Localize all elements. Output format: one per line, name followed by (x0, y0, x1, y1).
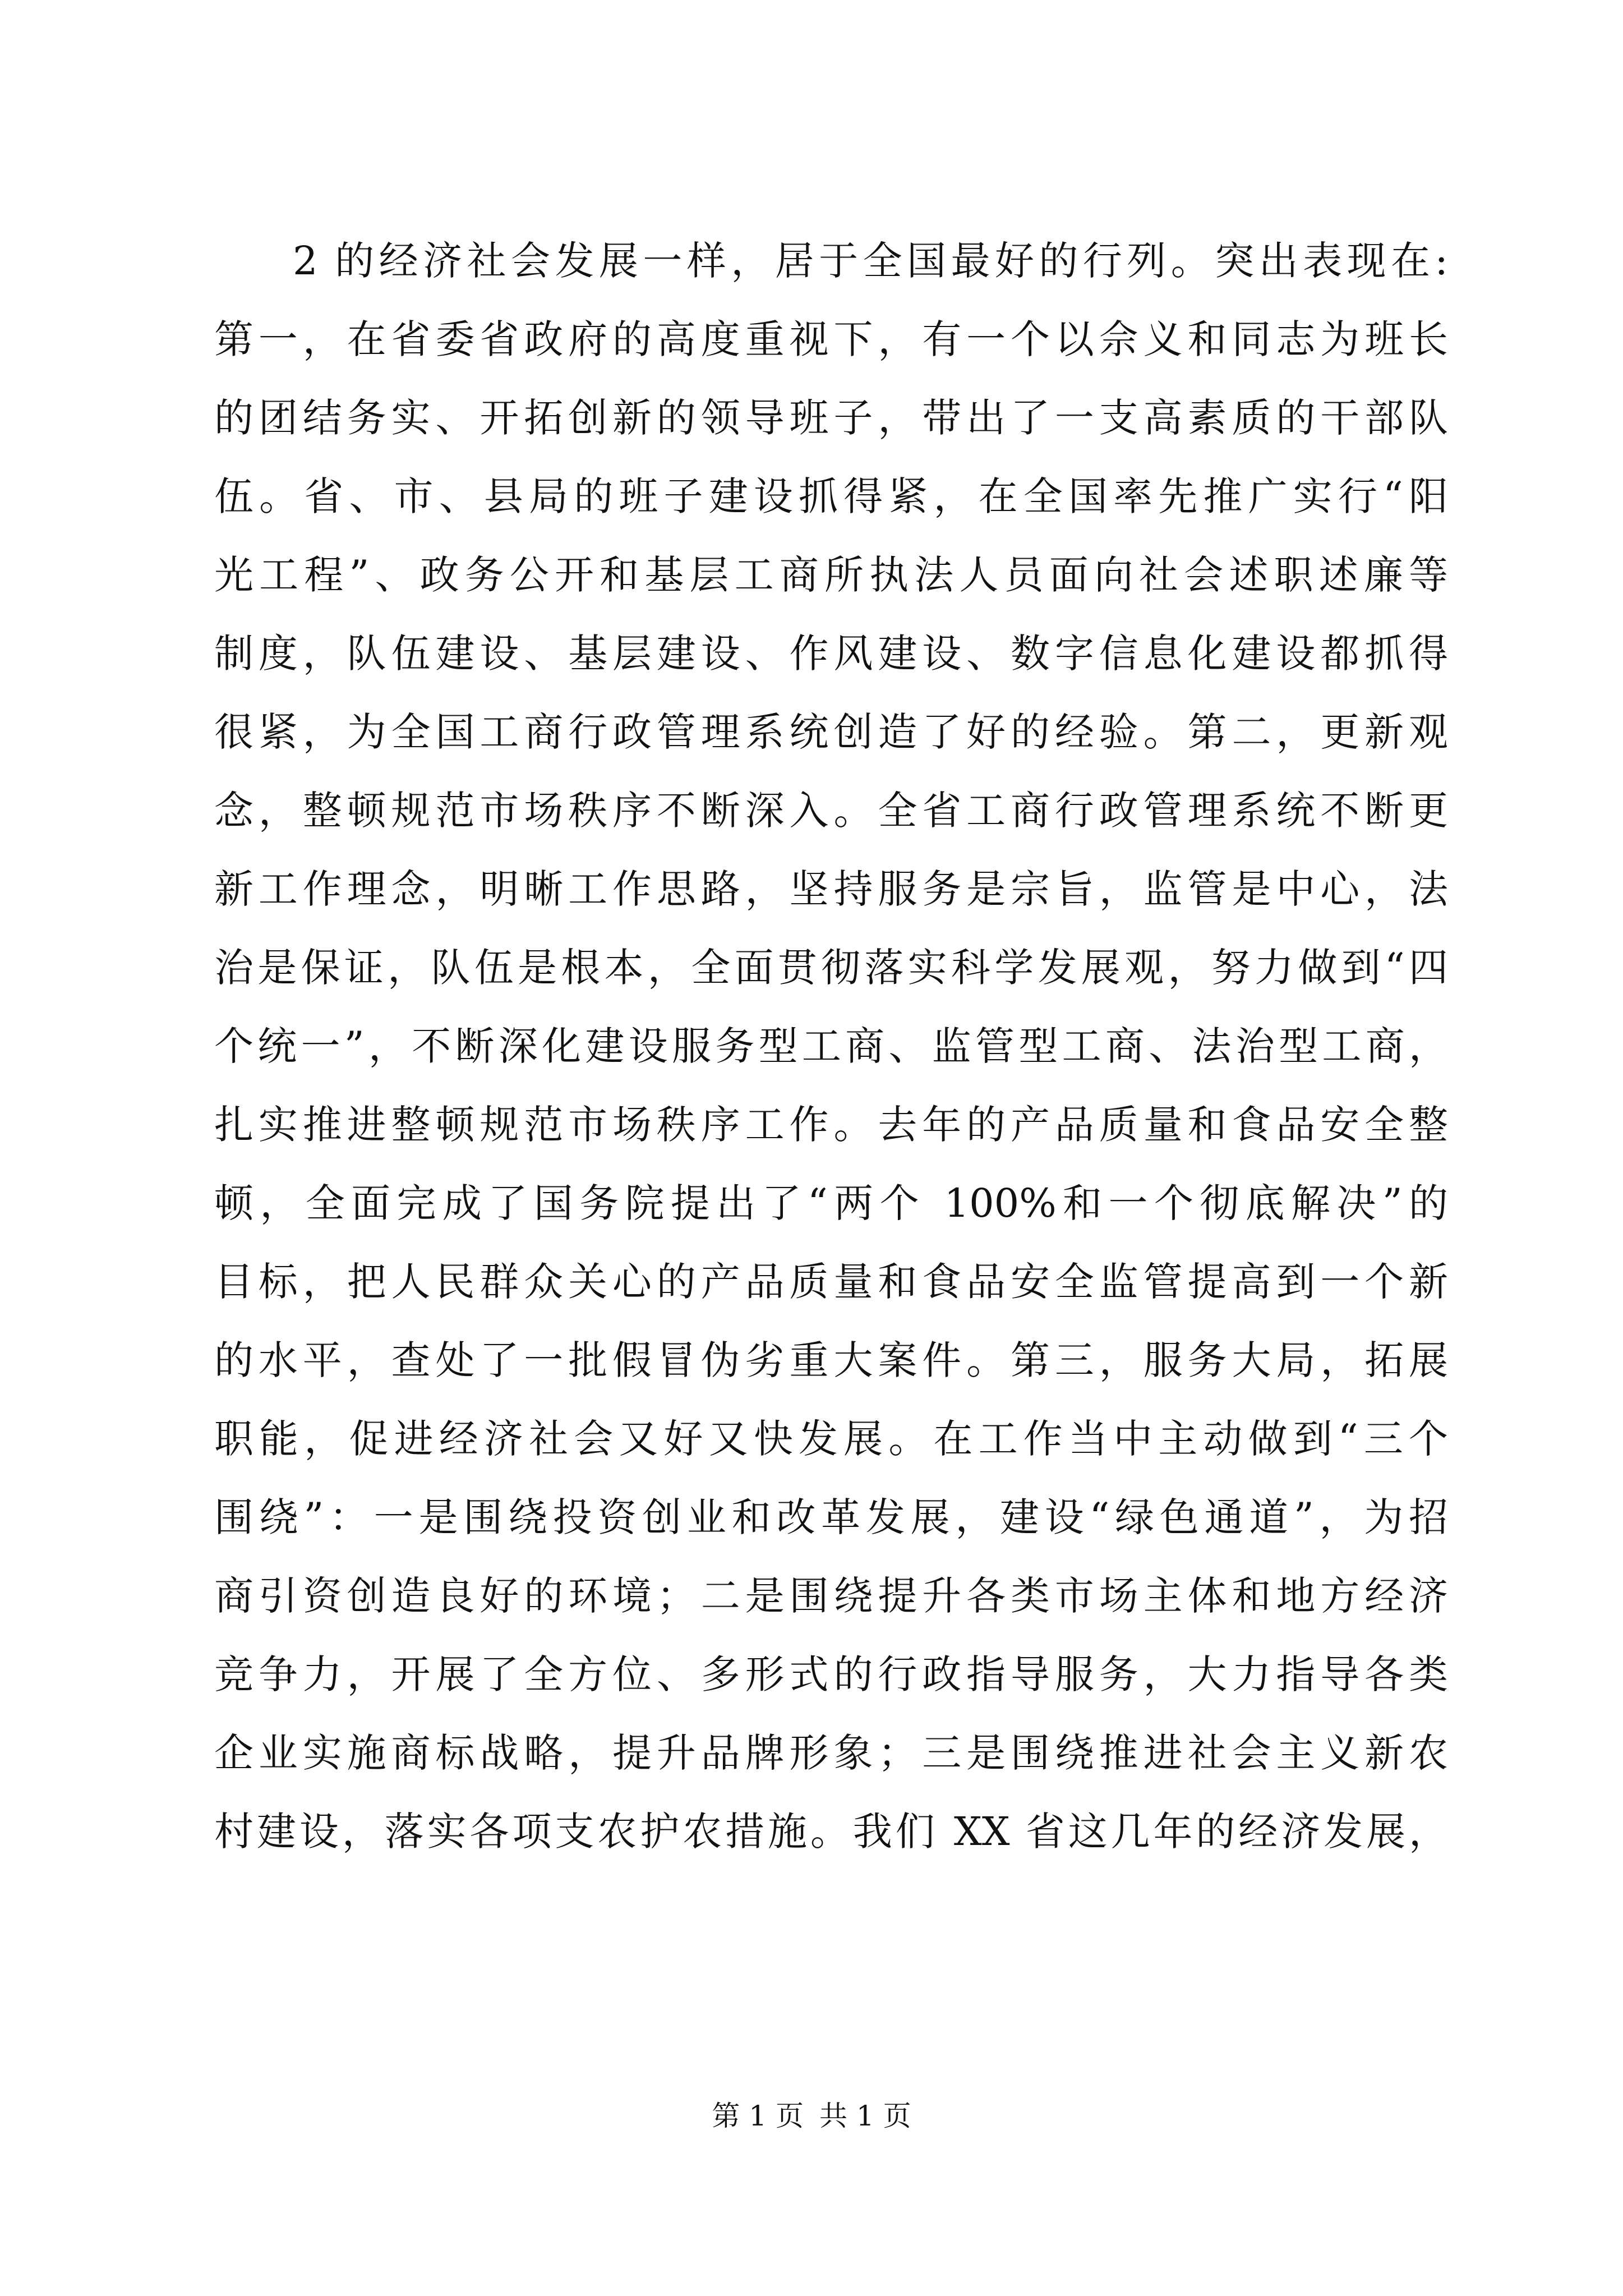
page-total: 共 1 页 (819, 2100, 911, 2132)
text-line: 商引资创造良好的环境；二是围绕提升各类市场主体和地方经济 (214, 1573, 1448, 1619)
text-line: 目标，把人民群众关心的产品质量和食品安全监管提高到一个新 (214, 1259, 1448, 1305)
text-line: 2 的经济社会发展一样，居于全国最好的行列。突出表现在: (293, 238, 1448, 284)
text-line: 职能，促进经济社会又好又快发展。在工作当中主动做到“三个 (214, 1416, 1448, 1462)
text-line: 治是保证，队伍是根本，全面贯彻落实科学发展观，努力做到“四 (214, 945, 1448, 991)
text-line: 企业实施商标战略，提升品牌形象；三是围绕推进社会主义新农 (214, 1730, 1448, 1776)
text-line: 的团结务实、开拓创新的领导班子，带出了一支高素质的干部队 (214, 395, 1448, 441)
text-line: 的水平，查处了一批假冒伪劣重大案件。第三，服务大局，拓展 (214, 1337, 1448, 1383)
text-line: 顿，全面完成了国务院提出了“两个 100%和一个彻底解决”的 (214, 1180, 1448, 1226)
text-line: 第一，在省委省政府的高度重视下，有一个以佘义和同志为班长 (214, 316, 1448, 362)
text-line: 很紧，为全国工商行政管理系统创造了好的经验。第二，更新观 (214, 709, 1448, 755)
body-paragraph (214, 222, 1448, 1871)
text-line: 扎实推进整顿规范市场秩序工作。去年的产品质量和食品安全整 (214, 1102, 1448, 1148)
text-line: 制度，队伍建设、基层建设、作风建设、数字信息化建设都抓得 (214, 631, 1448, 677)
text-line: 个统一”，不断深化建设服务型工商、监管型工商、法治型工商， (214, 1023, 1448, 1069)
text-line: 伍。省、市、县局的班子建设抓得紧，在全国率先推广实行“阳 (214, 473, 1448, 519)
text-line: 念，整顿规范市场秩序不断深入。全省工商行政管理系统不断更 (214, 788, 1448, 834)
page-footer (0, 2099, 1623, 2133)
text-line: 光工程”、政务公开和基层工商所执法人员面向社会述职述廉等 (214, 552, 1448, 598)
text-line: 围绕”：一是围绕投资创业和改革发展，建设“绿色通道”，为招 (214, 1494, 1448, 1540)
text-line: 村建设，落实各项支农护农措施。我们 XX 省这几年的经济发展， (214, 1809, 1448, 1855)
text-line: 竞争力，开展了全方位、多形式的行政指导服务，大力指导各类 (214, 1651, 1448, 1697)
page-number: 第 1 页 (712, 2100, 804, 2132)
text-line: 新工作理念，明晰工作思路，坚持服务是宗旨，监管是中心，法 (214, 866, 1448, 912)
